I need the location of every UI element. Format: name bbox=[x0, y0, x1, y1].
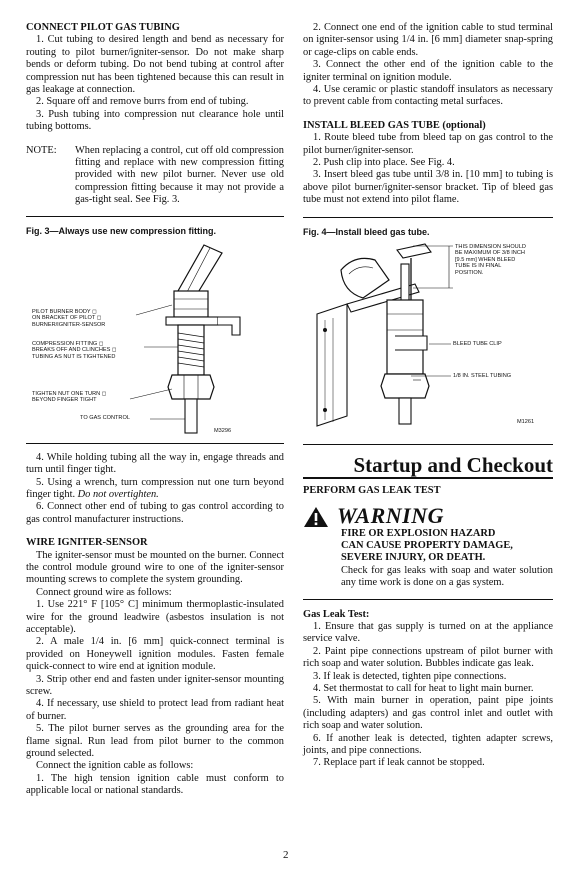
warning-body bbox=[303, 528, 553, 590]
figure-3-code: M3296 bbox=[214, 427, 232, 434]
wire-igniter-heading: WIRE IGNITER-SENSOR bbox=[26, 537, 148, 549]
label-pilot-burner-body: PILOT BURNER BODY ◻ ON BRACKET OF PILOT ◻ BURNER/IGNITER-SENSOR bbox=[32, 308, 106, 328]
cable-connect: Connect the ignition cable as follows: bbox=[36, 760, 194, 772]
wire-connect-ground: Connect ground wire as follows: bbox=[36, 586, 172, 598]
wire-intro: The igniter-sensor must be mounted on the burner. Connect the control module ground wire to one of the igniter-sensor mounting screws to complete the system grounding. bbox=[26, 549, 284, 586]
connect-step-2: 2. Square off and remove burrs from end of tubing. bbox=[36, 96, 249, 108]
figure-4-title: Fig. 4—Install bleed gas tube. bbox=[303, 226, 430, 237]
wire-step-1: 1. Use 221° F [105° C] minimum thermoplastic-insulated wire for the ground leadwire (asbestos insulation is not acceptable). bbox=[26, 599, 284, 635]
section-title-startup: Startup and Checkout bbox=[303, 453, 553, 479]
figure-3-title: Fig. 3—Always use new compression fitting. bbox=[26, 225, 217, 236]
leak-step-6: 6. If another leak is detected, tighten adapter screws, joints, and pipe connections. bbox=[303, 732, 553, 756]
bleed-gas-heading: INSTALL BLEED GAS TUBE (optional) bbox=[303, 119, 486, 131]
cable-step-2: 2. Connect one end of the ignition cable to stud terminal on igniter-sensor using 1/4 in. [6 mm] diameter snap-spring or cage-clips on cable ends. bbox=[303, 22, 553, 58]
page-number: 2 bbox=[283, 849, 289, 861]
label-tighten-nut: TIGHTEN NUT ONE TURN ◻ BEYOND FINGER TIGHT bbox=[32, 390, 107, 404]
leak-step-1: 1. Ensure that gas supply is turned on at the appliance service valve. bbox=[303, 620, 553, 645]
compression-fitting-diagram bbox=[26, 239, 284, 439]
cable-step-3: 3. Connect the other end of the ignition cable to the igniter terminal on ignition module. bbox=[303, 59, 553, 83]
connect-step-1: 1. Cut tubing to desired length and bend as necessary for routing to pilot burner/igniter-sensor. Do not make sharp bends or deform tubing. Do not bend tubing at control after compression nut has been tightened because this can result in gas leakage at connection. bbox=[26, 34, 284, 96]
figure-4 bbox=[303, 217, 553, 445]
bleed-step-3: 3. Insert bleed gas tube until 3/8 in. [10 mm] to tubing is above pilot burner/igniter-sensor bracket. Tip of bleed gas tube must not extend into pilot flame. bbox=[303, 169, 553, 206]
leak-step-4: 4. Set thermostat to call for heat to light main burner. bbox=[313, 682, 534, 694]
leak-step-5: 5. With main burner in operation, paint pipe joints (including adapters) and gas control inlet and outlet with rich soap and water solution. bbox=[303, 695, 553, 732]
bleed-step-2: 2. Push clip into place. See Fig. 4. bbox=[313, 157, 455, 169]
wire-step-4: 4. If necessary, use shield to protect lead from radiant heat of burner. bbox=[26, 698, 284, 722]
warning-line-2: CAN CAUSE PROPERTY DAMAGE, bbox=[341, 539, 513, 551]
wire-step-2: 2. A male 1/4 in. [6 mm] quick-connect terminal is provided on Honeywell ignition modules. Fasten female quick-connect to wire end at ignition module. bbox=[26, 636, 284, 673]
connect-step-3: 3. Push tubing into compression nut clearance hole until tubing bottoms. bbox=[26, 108, 284, 133]
note-label: NOTE: bbox=[26, 144, 57, 156]
connect-pilot-heading: CONNECT PILOT GAS TUBING bbox=[26, 22, 180, 33]
warning-text: Check for gas leaks with soap and water solution any time work is done on a gas system. bbox=[341, 564, 553, 589]
warning-triangle-icon bbox=[303, 506, 329, 528]
label-compression-fitting: COMPRESSION FITTING ◻ BREAKS OFF AND CLINCHES ◻ TUBING AS NUT IS TIGHTENED bbox=[32, 340, 117, 360]
left-column bbox=[26, 22, 284, 798]
label-to-gas-control: TO GAS CONTROL bbox=[80, 414, 130, 421]
note-block bbox=[26, 145, 284, 207]
tubing-step-5-emphasis: Do not overtighten. bbox=[77, 488, 159, 500]
note-text: When replacing a control, cut off old compression fitting and replace with new compression fitting provided with new pilot burner. Never use old compression fitting because it may not provide a gas-tight seal. See Fig. 3. bbox=[75, 144, 284, 206]
figure-4-code: M1261 bbox=[517, 418, 535, 425]
right-column bbox=[303, 22, 553, 770]
bleed-step-1: 1. Route bleed tube from bleed tap on gas control to the pilot burner/igniter-sensor. bbox=[303, 132, 553, 156]
wire-step-5: 5. The pilot burner serves as the grounding area for the flame signal. Run lead from pilot burner to the common ground selected. bbox=[26, 723, 284, 760]
label-dimension-note: THIS DIMENSION SHOULD BE MAXIMUM OF 3/8 INCH [9.5 mm] WHEN BLEED TUBE IS IN FINAL POSITION. bbox=[455, 243, 526, 277]
label-steel-tubing: 1/8 IN. STEEL TUBING bbox=[453, 372, 512, 379]
perform-leak-test-heading: PERFORM GAS LEAK TEST bbox=[303, 485, 441, 497]
warning-line-3: SEVERE INJURY, OR DEATH. bbox=[341, 552, 486, 564]
cable-step-1: 1. The high tension ignition cable must conform to applicable local or national standards. bbox=[26, 772, 284, 797]
label-bleed-tube-clip: BLEED TUBE CLIP bbox=[453, 340, 502, 347]
leak-step-3: 3. If leak is detected, tighten pipe connections. bbox=[313, 670, 507, 682]
tubing-step-5 bbox=[26, 477, 284, 502]
leak-step-7: 7. Replace part if leak cannot be stopped. bbox=[313, 757, 485, 769]
wire-step-3: 3. Strip other end and fasten under igniter-sensor mounting screw. bbox=[26, 673, 284, 697]
figure-3 bbox=[26, 216, 284, 444]
tubing-step-5-text: 5. Using a wrench, turn compression nut one turn beyond finger tight. bbox=[26, 476, 284, 500]
warning-line-1: FIRE OR EXPLOSION HAZARD bbox=[341, 527, 496, 539]
gas-leak-test-heading: Gas Leak Test: bbox=[303, 608, 370, 620]
cable-step-4: 4. Use ceramic or plastic standoff insulators as necessary to prevent cable from contacting metal surfaces. bbox=[303, 84, 553, 108]
tubing-step-4: 4. While holding tubing all the way in, engage threads and turn until finger tight. bbox=[26, 451, 284, 476]
tubing-step-6: 6. Connect other end of tubing to gas control according to gas control manufacturer instructions. bbox=[26, 501, 284, 525]
warning-header bbox=[303, 503, 553, 529]
leak-step-2: 2. Paint pipe connections upstream of pilot burner with rich soap and water solution. Bubbles indicate gas leak. bbox=[303, 645, 553, 670]
warning-word: WARNING bbox=[337, 503, 445, 529]
